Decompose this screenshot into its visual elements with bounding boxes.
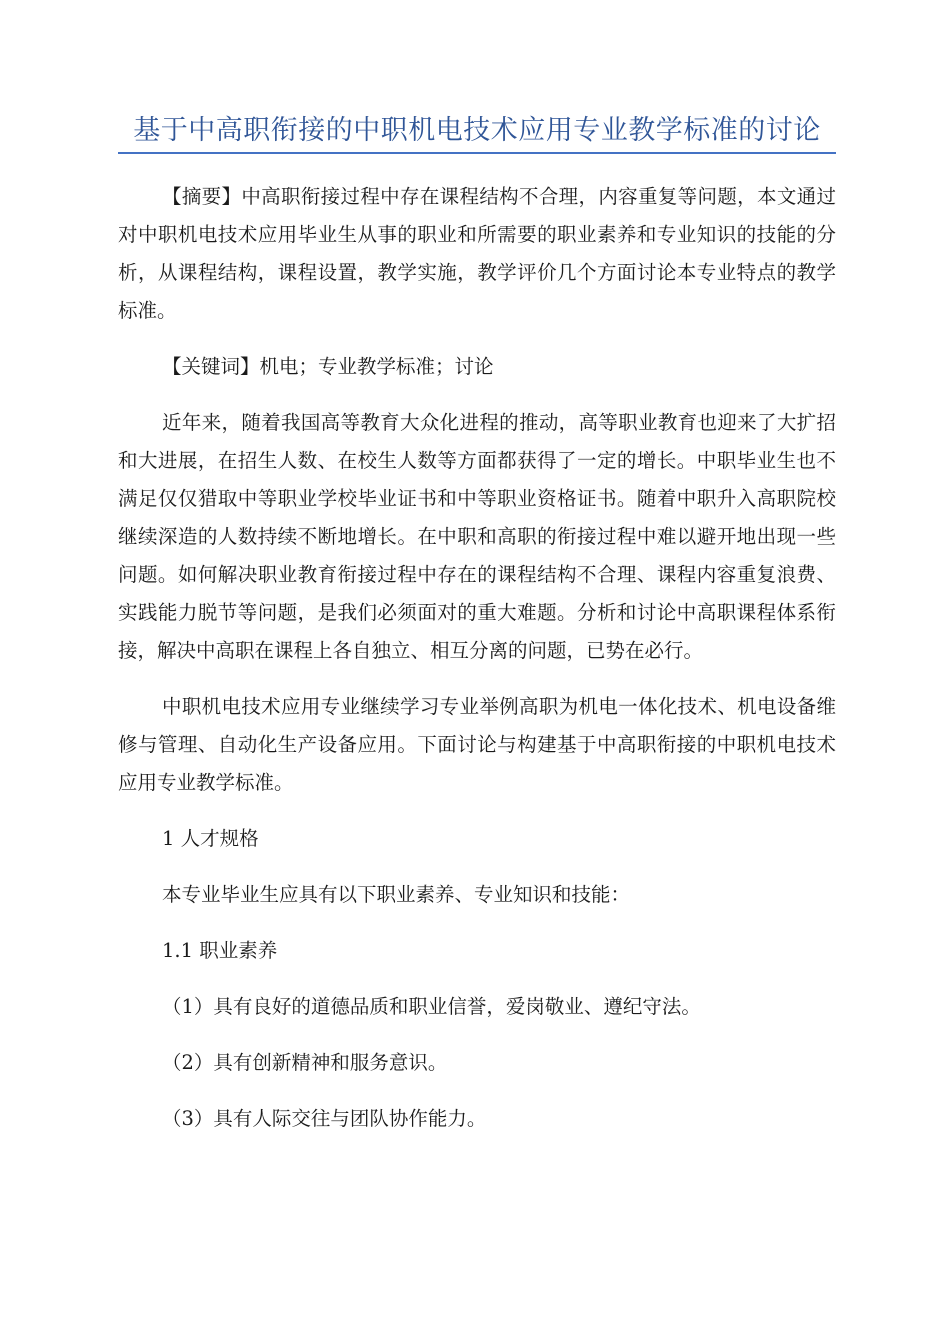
title-underline xyxy=(118,152,836,154)
section-1-intro: 本专业毕业生应具有以下职业素养、专业知识和技能： xyxy=(162,883,631,906)
abstract-paragraph: 【摘要】中高职衔接过程中存在课程结构不合理，内容重复等问题，本文通过对中职机电技术应用毕业生从事的职业和所需要的职业素养和专业知识的技能的分析，从课程结构，课程设置，教学实施，教学评价几个方面讨论本专业特点的教学标准。 xyxy=(118,185,836,322)
section-heading-1: 1 人才规格 xyxy=(162,827,259,850)
document-page xyxy=(118,112,836,1138)
section-heading-1-1: 1.1 职业素养 xyxy=(162,939,278,962)
intro-paragraph: 近年来，随着我国高等教育大众化进程的推动，高等职业教育也迎来了大扩招和大进展，在招生人数、在校生人数等方面都获得了一定的增长。中职毕业生也不满足仅仅猎取中等职业学校毕业证书和中等职业资格证书。随着中职升入高职院校继续深造的人数持续不断地增长。在中职和高职的衔接过程中难以避开地出现一些问题。如何解决职业教育衔接过程中存在的课程结构不合理、课程内容重复浪费、实践能力脱节等问题，是我们必须面对的重大难题。分析和讨论中高职课程体系衔接，解决中高职在课程上各自独立、相互分离的问题，已势在必行。 xyxy=(118,411,836,662)
list-item-1: （1）具有良好的道德品质和职业信誉，爱岗敬业、遵纪守法。 xyxy=(162,995,701,1018)
list-item-3: （3）具有人际交往与团队协作能力。 xyxy=(162,1107,487,1130)
document-title: 基于中高职衔接的中职机电技术应用专业教学标准的讨论 xyxy=(133,115,821,146)
major-paragraph: 中职机电技术应用专业继续学习专业举例高职为机电一体化技术、机电设备维修与管理、自动化生产设备应用。下面讨论与构建基于中高职衔接的中职机电技术应用专业教学标准。 xyxy=(118,695,836,794)
list-item-2: （2）具有创新精神和服务意识。 xyxy=(162,1051,448,1074)
keywords-paragraph: 【关键词】机电；专业教学标准；讨论 xyxy=(162,355,494,378)
